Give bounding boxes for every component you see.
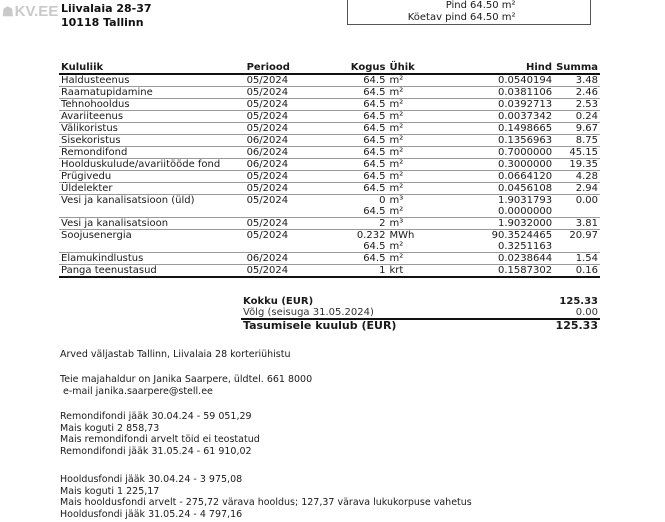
row-price: 0.7000000 — [441, 147, 554, 159]
maintenance-fund-line: Hooldusfondi jääk 30.04.24 - 3 975,08 — [60, 474, 243, 485]
row-quantity: 64.5 — [326, 135, 388, 147]
debt-value: 0.00 — [518, 307, 600, 319]
repair-fund-line: Mais remondifondi arvelt töid ei teostatud — [60, 434, 260, 445]
row-unit: m² — [387, 171, 441, 183]
row-sum: 2.46 — [554, 87, 600, 99]
row-sum: 0.24 — [554, 111, 600, 123]
header-period: Periood — [245, 62, 326, 74]
header-quantity: Kogus — [326, 62, 388, 74]
row-cost-type: Elamukindlustus — [59, 253, 245, 265]
row-period: 05/2024 — [245, 123, 326, 135]
amount-due-row — [241, 319, 600, 331]
issuer-text: Arved väljastab Tallinn, Liivalaia 28 korteriühistu — [60, 349, 291, 360]
address-street: Liivalaia 28-37 — [61, 2, 152, 15]
cost-table — [59, 62, 600, 278]
amount-due-value: 125.33 — [555, 319, 598, 332]
row-quantity: 64.5 — [326, 183, 388, 195]
row-unit: m³ — [389, 195, 404, 206]
row-cost-type: Prügivedu — [59, 171, 245, 183]
row-quantity: 64.5 — [326, 87, 388, 99]
row-period: 05/2024 — [245, 265, 326, 278]
row-sum: 9.67 — [554, 123, 600, 135]
area-label: Pind — [445, 0, 467, 11]
row-period: 06/2024 — [245, 253, 326, 265]
row-sum: 8.75 — [554, 135, 600, 147]
row-price: 0.1356963 — [441, 135, 554, 147]
row-period: 05/2024 — [245, 87, 326, 99]
row-cost-type: Tehnohooldus — [59, 99, 245, 111]
table-row — [59, 135, 600, 147]
row-price: 0.0238644 — [441, 253, 554, 265]
manager-text: Teie majahaldur on Janika Saarpere, üldtel. 661 8000 — [60, 374, 313, 385]
row-price: 0.0664120 — [441, 171, 554, 183]
row-cost-type: Üldelekter — [59, 183, 245, 195]
row-period: 05/2024 — [246, 195, 289, 206]
row-price: 1.9031793 — [498, 195, 553, 206]
table-header-row — [59, 62, 600, 74]
row-sum: 19.35 — [554, 159, 600, 171]
row-sum: 1.54 — [554, 253, 600, 265]
row-period: 05/2024 — [245, 171, 326, 183]
row-unit: m² — [387, 183, 441, 195]
header-unit: Ühik — [387, 62, 441, 74]
row-quantity: 64.5 — [326, 111, 388, 123]
row-sum — [554, 206, 600, 218]
row-sum: 0.16 — [554, 265, 600, 278]
table-row — [59, 111, 600, 123]
row-cost-type: Soojusenergia — [61, 230, 132, 241]
maintenance-fund-note — [60, 474, 472, 520]
row-period: 05/2024 — [245, 183, 326, 195]
debt-label: Võlg (seisuga 31.05.2024) — [241, 307, 518, 319]
maintenance-fund-line: Mais hooldusfondi arvelt - 275,72 värava hooldus; 127,37 värava lukukorpuse vahetus — [60, 497, 472, 508]
row-quantity: 1 — [326, 265, 388, 278]
row-quantity: 64.5 — [326, 123, 388, 135]
row-price: 0.1587302 — [441, 265, 554, 278]
address-city: 10118 Tallinn — [61, 16, 144, 29]
repair-fund-line: Remondifondi jääk 30.04.24 - 59 051,29 — [60, 411, 252, 422]
row-sum: 45.15 — [554, 147, 600, 159]
amount-due-label: Tasumisele kuulub (EUR) — [243, 319, 397, 332]
table-row — [59, 183, 600, 195]
row-quantity: 64.5 — [326, 147, 388, 159]
row-cost-type: Avariiteenus — [59, 111, 245, 123]
header-sum: Summa — [556, 62, 598, 73]
row-unit: m² — [387, 159, 441, 171]
row-sum: 0.00 — [575, 195, 598, 206]
row-cost-type: Hoolduskulude/avariitööde fond — [59, 159, 245, 171]
manager-note — [60, 374, 312, 397]
row-cost-type: Raamatupidamine — [59, 87, 245, 99]
table-row — [59, 87, 600, 99]
row-quantity: 0.232 — [356, 230, 386, 241]
row-sum: 2.53 — [554, 99, 600, 111]
row-cost-type: Vesi ja kanalisatsioon (üld) — [61, 195, 195, 206]
row-cost-type: Remondifond — [59, 147, 245, 159]
row-unit: m² — [387, 147, 441, 159]
manager-email: e-mail janika.saarpere@stell.ee — [60, 385, 213, 397]
watermark-logo — [2, 3, 58, 20]
row-cost-type — [59, 241, 245, 253]
table-row — [59, 171, 600, 183]
total-value: 125.33 — [559, 296, 598, 307]
row-cost-type — [59, 206, 245, 218]
heated-area-label: Köetav pind — [407, 12, 467, 23]
area-value: 64.50 m² — [470, 0, 516, 11]
row-period: 05/2024 — [245, 99, 326, 111]
row-sum: 3.81 — [554, 218, 600, 230]
table-row — [59, 265, 600, 278]
total-label: Kokku (EUR) — [243, 296, 314, 307]
row-price: 0.0000000 — [441, 206, 554, 218]
row-unit: MWh — [389, 230, 415, 241]
row-price: 0.0540194 — [441, 74, 554, 87]
row-unit: m² — [387, 241, 441, 253]
table-row — [59, 159, 600, 171]
row-sum: 20.97 — [569, 230, 598, 241]
row-quantity: 64.5 — [326, 159, 388, 171]
row-period: 06/2024 — [245, 159, 326, 171]
row-unit: krt — [387, 265, 441, 278]
row-price: 0.0037342 — [441, 111, 554, 123]
repair-fund-line: Mais koguti 2 858,73 — [60, 422, 160, 434]
row-period — [245, 241, 326, 253]
table-row — [59, 147, 600, 159]
issuer-note — [60, 349, 291, 361]
row-unit: m² — [387, 87, 441, 99]
total-row — [241, 296, 600, 307]
row-price: 0.0392713 — [441, 99, 554, 111]
row-period: 05/2024 — [246, 230, 289, 241]
row-unit: m² — [387, 111, 441, 123]
row-quantity: 64.5 — [326, 99, 388, 111]
row-cost-type: Vesi ja kanalisatsioon — [59, 218, 245, 230]
row-period: 05/2024 — [245, 218, 326, 230]
table-row — [59, 123, 600, 135]
address-block — [61, 2, 152, 30]
row-period: 05/2024 — [245, 111, 326, 123]
table-row — [59, 195, 600, 207]
table-row — [59, 253, 600, 265]
table-row — [59, 218, 600, 230]
row-price: 0.3000000 — [441, 159, 554, 171]
row-unit: m³ — [387, 218, 441, 230]
watermark-text: KV.EE — [14, 3, 59, 20]
row-cost-type: Sisekoristus — [59, 135, 245, 147]
row-period: 06/2024 — [245, 135, 326, 147]
heated-area-value: 64.50 m² — [470, 12, 516, 23]
row-price: 0.0381106 — [441, 87, 554, 99]
row-quantity: 64.5 — [326, 206, 388, 218]
row-sum — [554, 241, 600, 253]
repair-fund-note — [60, 411, 260, 457]
row-price: 1.9032000 — [441, 218, 554, 230]
table-row — [59, 230, 600, 242]
row-price: 90.3524465 — [491, 230, 553, 241]
row-unit: m² — [387, 123, 441, 135]
row-unit: m² — [387, 99, 441, 111]
debt-row — [241, 307, 600, 319]
table-row — [59, 74, 600, 87]
row-unit: m² — [387, 135, 441, 147]
house-icon: ☗ — [2, 4, 14, 19]
maintenance-fund-line: Mais koguti 1 225,17 — [60, 485, 160, 497]
row-period: 06/2024 — [245, 147, 326, 159]
repair-fund-line: Remondifondi jääk 31.05.24 - 61 910,02 — [60, 445, 252, 457]
row-unit: m² — [387, 253, 441, 265]
row-sum: 2.94 — [554, 183, 600, 195]
row-quantity: 64.5 — [326, 171, 388, 183]
row-cost-type: Haldusteenus — [59, 74, 245, 87]
row-quantity: 64.5 — [326, 241, 388, 253]
area-info-box — [347, 0, 591, 25]
row-unit: m² — [387, 74, 441, 87]
row-price: 0.0456108 — [441, 183, 554, 195]
row-quantity: 64.5 — [326, 253, 388, 265]
header-cost-type: Kululiik — [59, 62, 245, 74]
table-row — [59, 99, 600, 111]
totals-table — [241, 296, 600, 331]
row-cost-type: Panga teenustasud — [59, 265, 245, 278]
row-period: 05/2024 — [245, 74, 326, 87]
row-quantity: 64.5 — [326, 74, 388, 87]
table-row — [59, 241, 600, 253]
row-price: 0.3251163 — [441, 241, 554, 253]
row-quantity: 0 — [379, 195, 386, 206]
row-sum: 4.28 — [554, 171, 600, 183]
row-sum: 3.48 — [554, 74, 600, 87]
row-quantity: 2 — [326, 218, 388, 230]
table-row — [59, 206, 600, 218]
row-period — [245, 206, 326, 218]
header-price: Hind — [441, 62, 554, 74]
row-cost-type: Välikoristus — [59, 123, 245, 135]
row-price: 0.1498665 — [441, 123, 554, 135]
maintenance-fund-line: Hooldusfondi jääk 31.05.24 - 4 797,16 — [60, 508, 243, 520]
row-unit: m² — [387, 206, 441, 218]
